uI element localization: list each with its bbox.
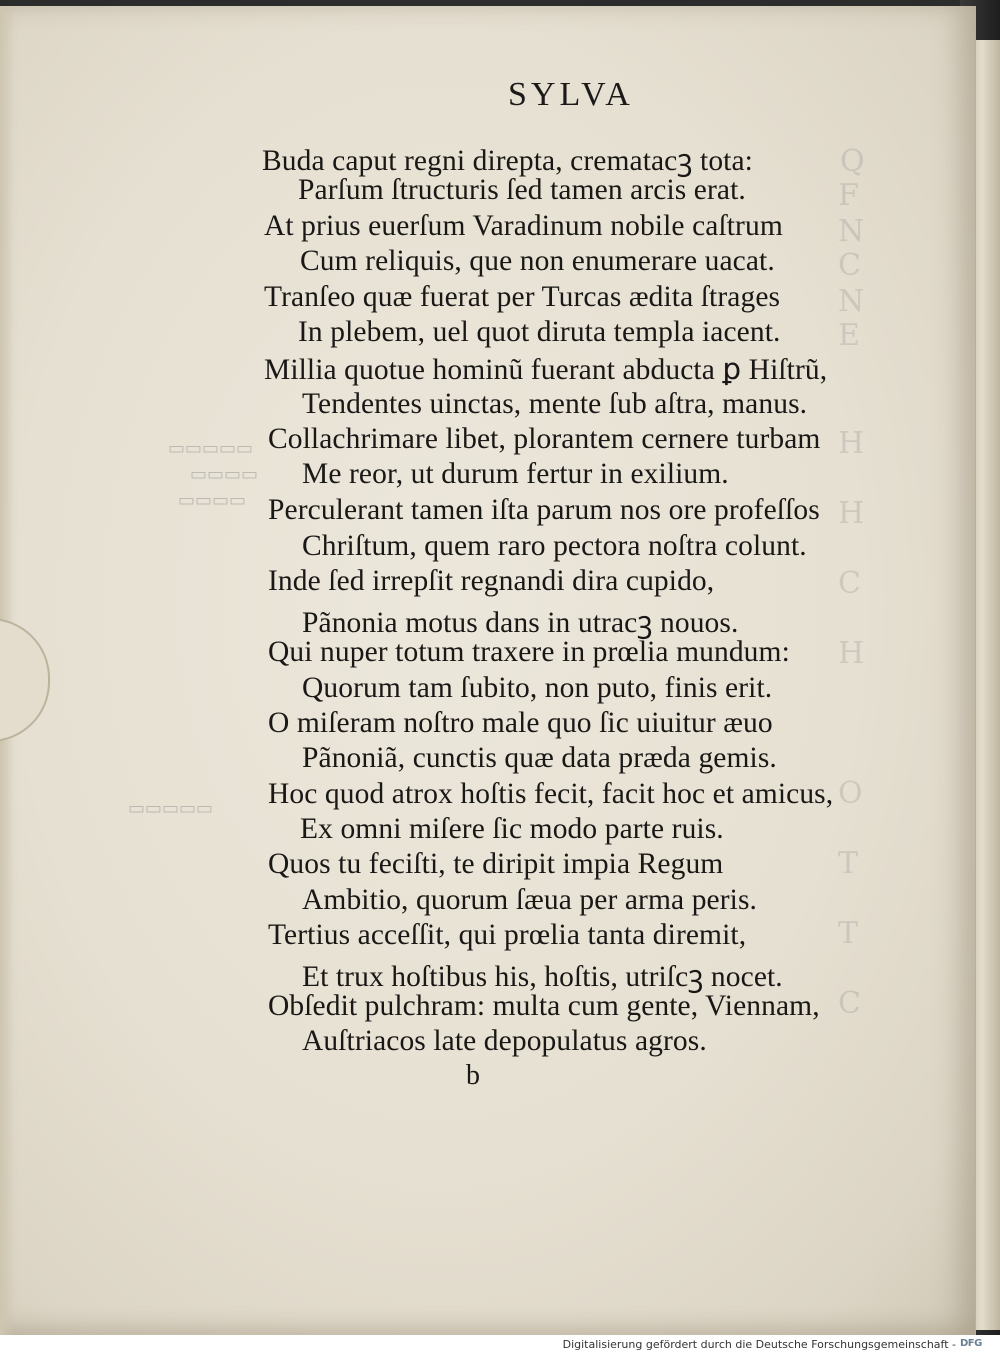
verse-line: O miſeram noſtro male quo ſic uiuitur æuo: [268, 707, 773, 739]
show-through-glyph: C: [838, 248, 861, 283]
verse-line: Millia quotue hominũ fuerant abducta ꝑ Hiſtrũ,: [264, 354, 828, 386]
show-through-glyph: H: [838, 426, 865, 461]
verse-line: Qui nuper totum traxere in prœlia mundum:: [268, 636, 790, 668]
verse-line: Tranſeo quæ fuerat per Turcas ædita ſtrages: [264, 281, 781, 313]
verse-line: Ambitio, quorum ſæua per arma peris.: [302, 884, 758, 916]
running-head: SYLVA: [508, 76, 634, 113]
show-through-glyph: N: [838, 284, 865, 319]
verse-line: Et trux hoſtibus his, hoſtis, utriſcꝫ nocet.: [302, 961, 783, 993]
signature-mark: b: [466, 1060, 480, 1091]
show-through-glyph: Q: [840, 144, 865, 179]
show-through-glyph: E: [838, 318, 860, 353]
verse-line: Auſtriacos late depopulatus agros.: [302, 1025, 707, 1057]
verse-line: Tertius acceſſit, qui prœlia tanta diremit,: [268, 919, 747, 951]
verse-line: Buda caput regni direpta, crematacꝫ tota:: [262, 145, 753, 177]
show-through-glyph: H: [838, 496, 865, 531]
show-through-margin-note: ▭▭▭▭▭: [168, 438, 254, 459]
show-through-margin-note: ▭▭▭▭▭: [128, 798, 214, 819]
verse-line: Tendentes uinctas, mente ſub aſtra, manus.: [302, 388, 808, 420]
dfg-logo-icon: DFG: [960, 1338, 982, 1349]
show-through-glyph: C: [838, 566, 861, 601]
verse-line: Cum reliquis, que non enumerare uacat.: [300, 245, 775, 277]
show-through-glyph: N: [838, 214, 865, 249]
verse-line: Pãnonia motus dans in utracꝫ nouos.: [302, 607, 739, 639]
show-through-glyph: H: [838, 636, 865, 671]
verse-line: Pãnoniã, cunctis quæ data præda gemis.: [302, 742, 777, 774]
page-edge-tab: [0, 618, 50, 742]
verse-line: Hoc quod atrox hoſtis fecit, facit hoc et amicus,: [268, 778, 834, 810]
book-page: [0, 6, 976, 1335]
show-through-glyph: T: [838, 846, 859, 881]
show-through-glyph: O: [838, 776, 863, 811]
show-through-glyph: T: [838, 916, 859, 951]
verse-line: In plebem, uel quot diruta templa iacent.: [298, 316, 781, 348]
footer-bar: [0, 1335, 1000, 1353]
verse-line: Parſum ſtructuris ſed tamen arcis erat.: [298, 174, 746, 206]
show-through-glyph: C: [838, 986, 861, 1021]
show-through-glyph: F: [838, 178, 859, 213]
verse-line: Quos tu feciſti, te diripit impia Regum: [268, 848, 724, 880]
show-through-margin-note: ▭▭▭▭: [190, 464, 259, 485]
verse-line: Perculerant tamen iſta parum nos ore profeſſos: [268, 494, 820, 526]
funding-credit: Digitalisierung gefördert durch die Deutsche Forschungsgemeinschaft -: [562, 1338, 956, 1351]
verse-line: Ex omni miſere ſic modo parte ruis.: [300, 813, 724, 845]
verse-line: Inde ſed irrepſit regnandi dira cupido,: [268, 565, 715, 597]
verse-line: Chriſtum, quem raro pectora noſtra colunt.: [302, 530, 807, 562]
verse-line: Quorum tam ſubito, non puto, finis erit.: [302, 672, 773, 704]
verse-line: Collachrimare libet, plorantem cernere turbam: [268, 423, 821, 455]
verse-line: Me reor, ut durum fertur in exilium.: [302, 458, 729, 490]
verse-line: Obſedit pulchram: multa cum gente, Viennam,: [268, 990, 820, 1022]
verse-line: At prius euerſum Varadinum nobile caſtrum: [264, 210, 783, 242]
show-through-margin-note: ▭▭▭▭: [178, 490, 247, 511]
